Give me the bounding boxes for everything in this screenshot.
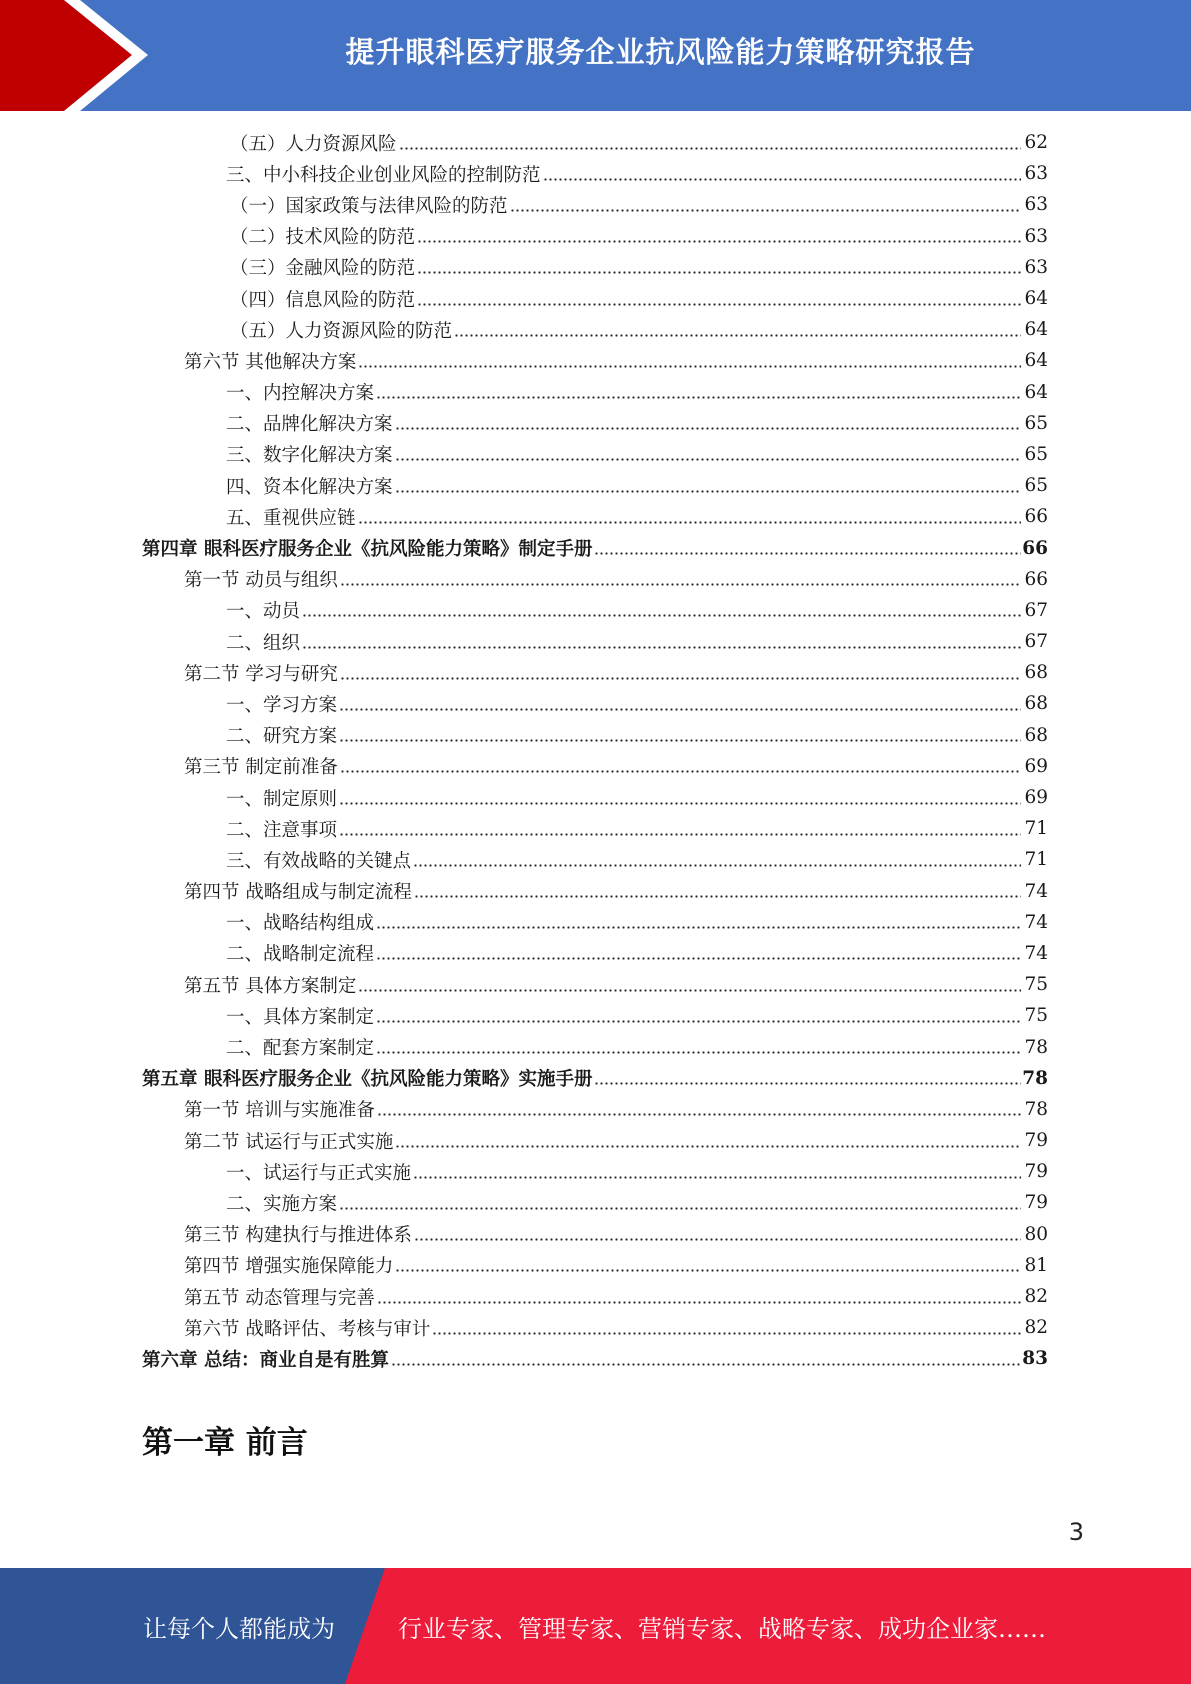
toc-dot-leader — [339, 787, 1021, 809]
toc-entry-page: 68 — [1024, 662, 1048, 684]
toc-entry-page: 66 — [1024, 568, 1048, 590]
page-header — [0, 0, 1191, 111]
toc-entry[interactable] — [0, 377, 1191, 408]
toc-entry[interactable] — [0, 345, 1191, 376]
chapter-heading: 第一章 前言 — [142, 1425, 308, 1461]
toc-entry-page: 67 — [1024, 599, 1048, 621]
toc-entry[interactable] — [0, 1187, 1191, 1218]
toc-entry[interactable] — [0, 595, 1191, 626]
toc-dot-leader — [376, 911, 1021, 933]
toc-entry-label: 三、中小科技企业创业风险的控制防范 — [226, 164, 541, 186]
toc-entry[interactable] — [0, 782, 1191, 813]
toc-entry[interactable] — [0, 1125, 1191, 1156]
toc-dot-leader — [417, 256, 1021, 278]
toc-entry-label: 三、数字化解决方案 — [226, 445, 393, 467]
toc-entry-label: 第一节 动员与组织 — [184, 570, 338, 592]
toc-entry[interactable] — [0, 907, 1191, 938]
toc-dot-leader — [339, 1192, 1021, 1214]
toc-entry-page: 69 — [1024, 755, 1048, 777]
toc-entry-page: 64 — [1024, 350, 1048, 372]
toc-dot-leader — [376, 1005, 1021, 1027]
toc-entry-label: （五）人力资源风险的防范 — [230, 320, 453, 342]
toc-entry-page: 74 — [1024, 911, 1048, 933]
toc-entry-label: 第六节 其他解决方案 — [184, 351, 357, 373]
toc-entry[interactable] — [0, 470, 1191, 501]
toc-entry-page: 62 — [1024, 132, 1048, 154]
toc-entry-label: 二、实施方案 — [226, 1193, 338, 1215]
toc-dot-leader — [339, 693, 1021, 715]
toc-entry[interactable] — [0, 252, 1191, 283]
toc-entry[interactable] — [0, 938, 1191, 969]
toc-entry-label: （四）信息风险的防范 — [230, 289, 416, 311]
toc-entry-page: 63 — [1024, 256, 1048, 278]
toc-entry[interactable] — [0, 501, 1191, 532]
toc-entry-label: 第五章 眼科医疗服务企业《抗风险能力策略》实施手册 — [142, 1069, 593, 1091]
toc-entry[interactable] — [0, 969, 1191, 1000]
toc-entry[interactable] — [0, 189, 1191, 220]
toc-entry-label: 第三节 制定前准备 — [184, 757, 338, 779]
toc-dot-leader — [340, 568, 1021, 590]
toc-entry[interactable] — [0, 657, 1191, 688]
toc-dot-leader — [543, 163, 1021, 185]
toc-entry-page: 79 — [1024, 1192, 1048, 1214]
toc-entry-label: 第六章 总结：商业自是有胜算 — [142, 1349, 389, 1371]
toc-entry-label: 五、重视供应链 — [226, 507, 356, 529]
toc-entry[interactable] — [0, 408, 1191, 439]
toc-entry[interactable] — [0, 314, 1191, 345]
toc-entry[interactable] — [0, 626, 1191, 657]
toc-entry[interactable] — [0, 1156, 1191, 1187]
toc-entry-label: 第三节 构建执行与推进体系 — [184, 1225, 412, 1247]
table-of-contents — [0, 127, 1191, 1375]
toc-dot-leader — [340, 662, 1021, 684]
toc-dot-leader — [339, 818, 1021, 840]
toc-entry-page: 65 — [1024, 475, 1048, 497]
toc-entry[interactable] — [0, 876, 1191, 907]
toc-entry-page: 63 — [1024, 194, 1048, 216]
toc-dot-leader — [376, 381, 1021, 403]
document-title: 提升眼科医疗服务企业抗风险能力策略研究报告 — [345, 34, 976, 69]
toc-entry-label: 四、资本化解决方案 — [226, 476, 393, 498]
toc-dot-leader — [432, 1317, 1021, 1339]
toc-entry[interactable] — [0, 158, 1191, 189]
toc-entry-page: 82 — [1024, 1317, 1048, 1339]
toc-dot-leader — [302, 599, 1021, 621]
footer-slogan-right: 行业专家、管理专家、营销专家、战略专家、成功企业家…… — [398, 1614, 1046, 1643]
toc-dot-leader — [302, 631, 1021, 653]
toc-dot-leader — [376, 1036, 1021, 1058]
toc-entry-page: 64 — [1024, 288, 1048, 310]
toc-entry-page: 74 — [1024, 880, 1048, 902]
toc-entry-label: （二）技术风险的防范 — [230, 227, 416, 249]
toc-dot-leader — [395, 443, 1021, 465]
toc-entry-label: 第六节 战略评估、考核与审计 — [184, 1318, 431, 1340]
toc-dot-leader — [340, 755, 1021, 777]
toc-entry-page: 79 — [1024, 1161, 1048, 1183]
toc-entry-page: 78 — [1024, 1098, 1048, 1120]
toc-entry-page: 82 — [1024, 1286, 1048, 1308]
toc-dot-leader — [377, 1286, 1021, 1308]
toc-entry[interactable] — [0, 221, 1191, 252]
toc-entry-page: 80 — [1024, 1223, 1048, 1245]
toc-entry-page: 63 — [1024, 225, 1048, 247]
toc-dot-leader — [395, 1254, 1021, 1276]
toc-entry-label: 二、品牌化解决方案 — [226, 414, 393, 436]
toc-entry[interactable] — [0, 1094, 1191, 1125]
toc-entry-label: 一、试运行与正式实施 — [226, 1162, 412, 1184]
page-number: 3 — [1068, 1518, 1084, 1546]
toc-entry-page: 65 — [1024, 412, 1048, 434]
toc-entry-page: 67 — [1024, 631, 1048, 653]
toc-entry-label: 二、组织 — [226, 632, 301, 654]
toc-entry-label: （五）人力资源风险 — [230, 133, 397, 155]
toc-dot-leader — [395, 1130, 1021, 1152]
toc-dot-leader — [339, 724, 1021, 746]
toc-entry-label: 一、学习方案 — [226, 694, 338, 716]
toc-entry-page: 78 — [1022, 1067, 1048, 1089]
toc-entry[interactable] — [0, 439, 1191, 470]
toc-entry-label: 一、动员 — [226, 601, 301, 623]
toc-dot-leader — [413, 1161, 1021, 1183]
toc-entry-label: 第五节 动态管理与完善 — [184, 1287, 375, 1309]
toc-dot-leader — [395, 475, 1021, 497]
toc-entry-page: 79 — [1024, 1130, 1048, 1152]
toc-entry-page: 71 — [1024, 849, 1048, 871]
toc-entry-label: 二、配套方案制定 — [226, 1038, 375, 1060]
toc-entry-page: 75 — [1024, 974, 1048, 996]
toc-dot-leader — [376, 942, 1021, 964]
toc-entry[interactable] — [0, 1312, 1191, 1343]
toc-entry[interactable] — [0, 1063, 1191, 1094]
toc-entry-page: 83 — [1022, 1348, 1048, 1370]
toc-dot-leader — [358, 974, 1021, 996]
toc-entry-label: 一、战略结构组成 — [226, 913, 375, 935]
toc-dot-leader — [413, 849, 1021, 871]
toc-entry-label: 第一节 培训与实施准备 — [184, 1100, 375, 1122]
toc-entry[interactable] — [0, 720, 1191, 751]
toc-entry-page: 68 — [1024, 693, 1048, 715]
toc-entry-page: 63 — [1024, 163, 1048, 185]
page-footer — [0, 1568, 1191, 1684]
toc-entry[interactable] — [0, 532, 1191, 563]
toc-entry-label: 第二节 试运行与正式实施 — [184, 1131, 394, 1153]
toc-dot-leader — [417, 288, 1021, 310]
toc-entry-label: 一、内控解决方案 — [226, 383, 375, 405]
toc-entry-page: 81 — [1024, 1254, 1048, 1276]
toc-entry[interactable] — [0, 688, 1191, 719]
toc-entry[interactable] — [0, 1000, 1191, 1031]
toc-dot-leader — [594, 537, 1021, 559]
toc-dot-leader — [414, 880, 1021, 902]
toc-entry-label: 三、有效战略的关键点 — [226, 850, 412, 872]
toc-entry[interactable] — [0, 1343, 1191, 1374]
toc-entry-page: 71 — [1024, 818, 1048, 840]
toc-entry-page: 64 — [1024, 319, 1048, 341]
toc-dot-leader — [454, 319, 1021, 341]
toc-entry-label: 一、制定原则 — [226, 788, 338, 810]
toc-entry[interactable] — [0, 1219, 1191, 1250]
toc-dot-leader — [510, 194, 1021, 216]
toc-entry-page: 69 — [1024, 787, 1048, 809]
toc-dot-leader — [391, 1348, 1021, 1370]
toc-dot-leader — [417, 225, 1021, 247]
toc-entry-label: 二、注意事项 — [226, 819, 338, 841]
toc-entry[interactable] — [0, 564, 1191, 595]
toc-entry[interactable] — [0, 1250, 1191, 1281]
footer-slogan-left: 让每个人都能成为 — [143, 1614, 335, 1643]
toc-entry[interactable] — [0, 813, 1191, 844]
toc-entry-label: （一）国家政策与法律风险的防范 — [230, 195, 508, 217]
toc-entry[interactable] — [0, 751, 1191, 782]
toc-entry-label: 第五节 具体方案制定 — [184, 975, 357, 997]
toc-entry[interactable] — [0, 844, 1191, 875]
toc-dot-leader — [395, 412, 1021, 434]
toc-entry-label: 第四章 眼科医疗服务企业《抗风险能力策略》制定手册 — [142, 539, 593, 561]
toc-entry-page: 75 — [1024, 1005, 1048, 1027]
toc-entry-page: 64 — [1024, 381, 1048, 403]
toc-entry[interactable] — [0, 1031, 1191, 1062]
toc-dot-leader — [414, 1223, 1021, 1245]
toc-entry-page: 65 — [1024, 443, 1048, 465]
toc-entry-page: 74 — [1024, 942, 1048, 964]
toc-entry-label: 第四节 战略组成与制定流程 — [184, 882, 412, 904]
toc-entry-label: 第四节 增强实施保障能力 — [184, 1256, 394, 1278]
toc-dot-leader — [358, 350, 1021, 372]
toc-dot-leader — [594, 1067, 1021, 1089]
toc-dot-leader — [358, 506, 1021, 528]
toc-entry[interactable] — [0, 127, 1191, 158]
toc-entry-page: 68 — [1024, 724, 1048, 746]
toc-entry-label: 二、战略制定流程 — [226, 944, 375, 966]
toc-entry[interactable] — [0, 1281, 1191, 1312]
toc-entry-label: 第二节 学习与研究 — [184, 663, 338, 685]
toc-dot-leader — [377, 1098, 1021, 1120]
toc-entry-label: 一、具体方案制定 — [226, 1006, 375, 1028]
toc-dot-leader — [399, 132, 1021, 154]
toc-entry-label: 二、研究方案 — [226, 726, 338, 748]
toc-entry[interactable] — [0, 283, 1191, 314]
toc-entry-page: 66 — [1022, 537, 1048, 559]
toc-entry-page: 66 — [1024, 506, 1048, 528]
toc-entry-label: （三）金融风险的防范 — [230, 258, 416, 280]
toc-entry-page: 78 — [1024, 1036, 1048, 1058]
